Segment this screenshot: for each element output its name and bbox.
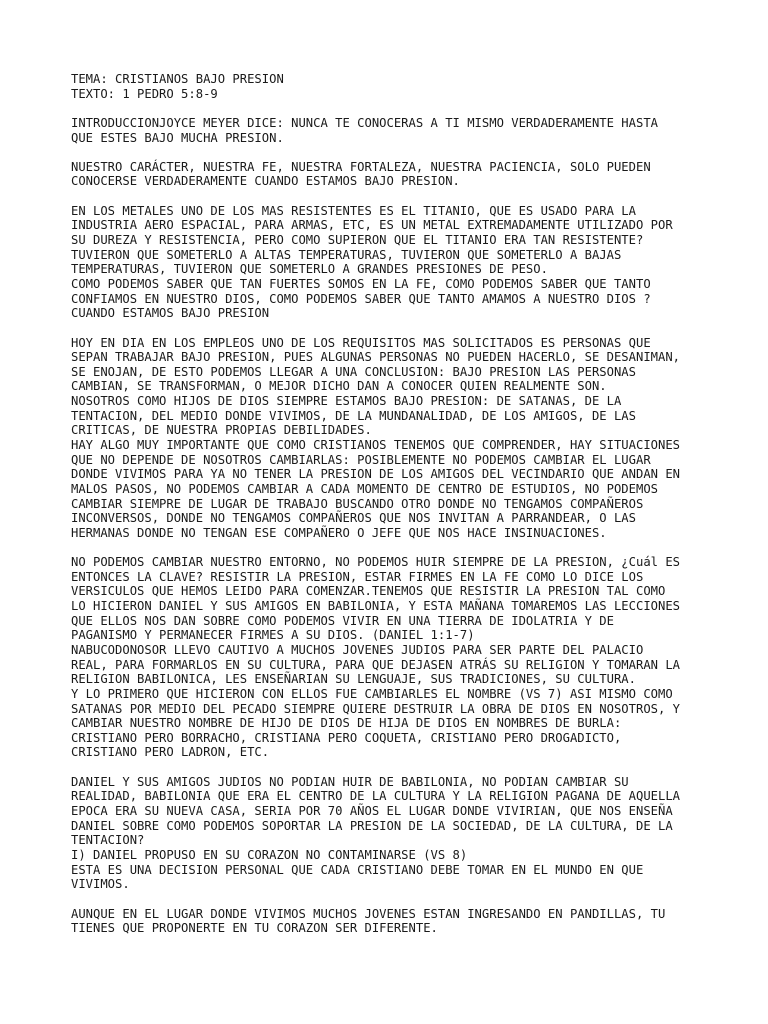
document-heading [71, 72, 711, 101]
text-line: TENTACION, DEL MEDIO DONDE VIVIMOS, DE LA MUNDANALIDAD, DE LOS AMIGOS, DE LAS [71, 408, 636, 423]
text-line: NUESTRO CARÁCTER, NUESTRA FE, NUESTRA FORTALEZA, NUESTRA PACIENCIA, SOLO PUEDEN [71, 159, 651, 174]
paragraph-spacer [71, 541, 711, 556]
text-line: NO PODEMOS CAMBIAR NUESTRO ENTORNO, NO PODEMOS HUIR SIEMPRE DE LA PRESION, ¿Cuál ES [71, 555, 681, 570]
text-line: CAMBIAR SIEMPRE DE LUGAR DE TRABAJO BUSCANDO OTRO DONDE NO TENGAMOS COMPAÑEROS [71, 496, 644, 511]
text-line: LO HICIERON DANIEL Y SUS AMIGOS EN BABILONIA, Y ESTA MAÑANA TOMAREMOS LAS LECCIONES [71, 599, 681, 614]
text-line: INDUSTRIA AERO ESPACIAL, PARA ARMAS, ETC, ES UN METAL EXTREMADAMENTE UTILIZADO POR [71, 218, 673, 233]
text-line: SE ENOJAN, DE ESTO PODEMOS LLEGAR A UNA CONCLUSION: BAJO PRESION LAS PERSONAS [71, 364, 636, 379]
text-line: QUE ESTES BAJO MUCHA PRESION. [71, 130, 284, 145]
text-line: RELIGION BABILONICA, LES ENSEÑARIAN SU LENGUAJE, SUS TRADICIONES, SU CULTURA. [71, 672, 636, 687]
text-line: REALIDAD, BABILONIA QUE ERA EL CENTRO DE LA CULTURA Y LA RELIGION PAGANA DE AQUELLA [71, 789, 681, 804]
text-line: CRITICAS, DE NUESTRA PROPIAS DEBILIDADES. [71, 423, 372, 438]
text-line: CRISTIANO PERO LADRON, ETC. [71, 745, 270, 760]
text-line: TEXTO: 1 PEDRO 5:8-9 [71, 86, 218, 101]
paragraph-spacer [71, 101, 711, 116]
text-line: NABUCODONOSOR LLEVO CAUTIVO A MUCHOS JOVENES JUDIOS PARA SER PARTE DEL PALACIO [71, 642, 644, 657]
text-line: QUE ELLOS NOS DAN SOBRE COMO PODEMOS VIVIR EN UNA TIERRA DE IDOLATRIA Y DE [71, 613, 614, 628]
text-line: SEPAN TRABAJAR BAJO PRESION, PUES ALGUNAS PERSONAS NO PUEDEN HACERLO, SE DESANIMAN, [71, 350, 681, 365]
text-line: CONFIAMOS EN NUESTRO DIOS, COMO PODEMOS SABER QUE TANTO AMAMOS A NUESTRO DIOS ? [71, 291, 651, 306]
text-line: HERMANAS DONDE NO TENGAN ESE COMPAÑERO O JEFE QUE NOS HACE INSINUACIONES. [71, 525, 607, 540]
paragraph-spacer [71, 892, 711, 907]
text-line: CAMBIAN, SE TRANSFORMAN, O MEJOR DICHO DAN A CONOCER QUIEN REALMENTE SON. [71, 379, 607, 394]
paragraph [71, 775, 711, 892]
text-line: I) DANIEL PROPUSO EN SU CORAZON NO CONTAMINARSE (VS 8) [71, 847, 468, 862]
text-line: VERSICULOS QUE HEMOS LEIDO PARA COMENZAR.TENEMOS QUE RESISTIR LA PRESION TAL COMO [71, 584, 666, 599]
text-line: INCONVERSOS, DONDE NO TENGAMOS COMPAÑEROS QUE NOS INVITAN A PARRANDEAR, O LAS [71, 511, 636, 526]
text-line: SU DUREZA Y RESISTENCIA, PERO COMO SUPIERON QUE EL TITANIO ERA TAN RESISTENTE? [71, 233, 644, 248]
text-line: HOY EN DIA EN LOS EMPLEOS UNO DE LOS REQUISITOS MAS SOLICITADOS ES PERSONAS QUE [71, 335, 651, 350]
text-line: TUVIERON QUE SOMETERLO A ALTAS TEMPERATURAS, TUVIERON QUE SOMETERLO A BAJAS [71, 247, 622, 262]
text-line: MALOS PASOS, NO PODEMOS CAMBIAR A CADA MOMENTO DE CENTRO DE ESTUDIOS, NO PODEMOS [71, 481, 658, 496]
paragraph-spacer [71, 145, 711, 160]
document-page [71, 72, 711, 936]
text-line: DANIEL Y SUS AMIGOS JUDIOS NO PODIAN HUIR DE BABILONIA, NO PODIAN CAMBIAR SU [71, 774, 629, 789]
text-line: TEMPERATURAS, TUVIERON QUE SOMETERLO A GRANDES PRESIONES DE PESO. [71, 262, 548, 277]
text-line: INTRODUCCIONJOYCE MEYER DICE: NUNCA TE CONOCERAS A TI MISMO VERDADERAMENTE HASTA [71, 115, 658, 130]
text-line: REAL, PARA FORMARLOS EN SU CULTURA, PARA QUE DEJASEN ATRÁS SU RELIGION Y TOMARAN LA [71, 657, 681, 672]
text-line: TENTACION? [71, 833, 145, 848]
text-line: PAGANISMO Y PERMANECER FIRMES A SU DIOS. (DANIEL 1:1-7) [71, 628, 475, 643]
text-line: Y LO PRIMERO QUE HICIERON CON ELLOS FUE CAMBIARLES EL NOMBRE (VS 7) ASI MISMO COMO [71, 686, 673, 701]
text-line: CUANDO ESTAMOS BAJO PRESION [71, 306, 270, 321]
text-line: SATANAS POR MEDIO DEL PECADO SIEMPRE QUIERE DESTRUIR LA OBRA DE DIOS EN NOSOTROS, Y [71, 701, 681, 716]
text-line: ENTONCES LA CLAVE? RESISTIR LA PRESION, ESTAR FIRMES EN LA FE COMO LO DICE LOS [71, 569, 644, 584]
paragraph [71, 907, 711, 936]
text-line: CONOCERSE VERDADERAMENTE CUANDO ESTAMOS BAJO PRESION. [71, 174, 460, 189]
paragraph-spacer [71, 321, 711, 336]
text-line: NOSOTROS COMO HIJOS DE DIOS SIEMPRE ESTAMOS BAJO PRESION: DE SATANAS, DE LA [71, 394, 622, 409]
text-line: TEMA: CRISTIANOS BAJO PRESION [71, 72, 284, 86]
paragraph-spacer [71, 189, 711, 204]
text-line: DONDE VIVIMOS PARA YA NO TENER LA PRESION DE LOS AMIGOS DEL VECINDARIO QUE ANDAN EN [71, 467, 681, 482]
paragraph [71, 204, 711, 321]
paragraph [71, 336, 711, 541]
paragraph [71, 116, 711, 145]
text-line: EN LOS METALES UNO DE LOS MAS RESISTENTES ES EL TITANIO, QUE ES USADO PARA LA [71, 203, 636, 218]
text-line: EPOCA ERA SU NUEVA CASA, SERIA POR 70 AÑOS EL LUGAR DONDE VIVIRIAN, QUE NOS ENSEÑA [71, 804, 673, 819]
paragraph [71, 555, 711, 760]
text-line: COMO PODEMOS SABER QUE TAN FUERTES SOMOS EN LA FE, COMO PODEMOS SABER QUE TANTO [71, 276, 651, 291]
text-line: TIENES QUE PROPONERTE EN TU CORAZON SER DIFERENTE. [71, 921, 438, 936]
text-line: AUNQUE EN EL LUGAR DONDE VIVIMOS MUCHOS JOVENES ESTAN INGRESANDO EN PANDILLAS, TU [71, 906, 666, 921]
text-line: CAMBIAR NUESTRO NOMBRE DE HIJO DE DIOS DE HIJA DE DIOS EN NOMBRES DE BURLA: [71, 716, 622, 731]
text-line: ESTA ES UNA DECISION PERSONAL QUE CADA CRISTIANO DEBE TOMAR EN EL MUNDO EN QUE [71, 862, 644, 877]
paragraph-spacer [71, 760, 711, 775]
text-line: DANIEL SOBRE COMO PODEMOS SOPORTAR LA PRESION DE LA SOCIEDAD, DE LA CULTURA, DE LA [71, 818, 673, 833]
paragraph [71, 160, 711, 189]
text-line: HAY ALGO MUY IMPORTANTE QUE COMO CRISTIANOS TENEMOS QUE COMPRENDER, HAY SITUACIONES [71, 438, 681, 453]
text-line: QUE NO DEPENDE DE NOSOTROS CAMBIARLAS: POSIBLEMENTE NO PODEMOS CAMBIAR EL LUGAR [71, 452, 651, 467]
text-line: CRISTIANO PERO BORRACHO, CRISTIANA PERO COQUETA, CRISTIANO PERO DROGADICTO, [71, 730, 622, 745]
text-line: VIVIMOS. [71, 877, 130, 892]
